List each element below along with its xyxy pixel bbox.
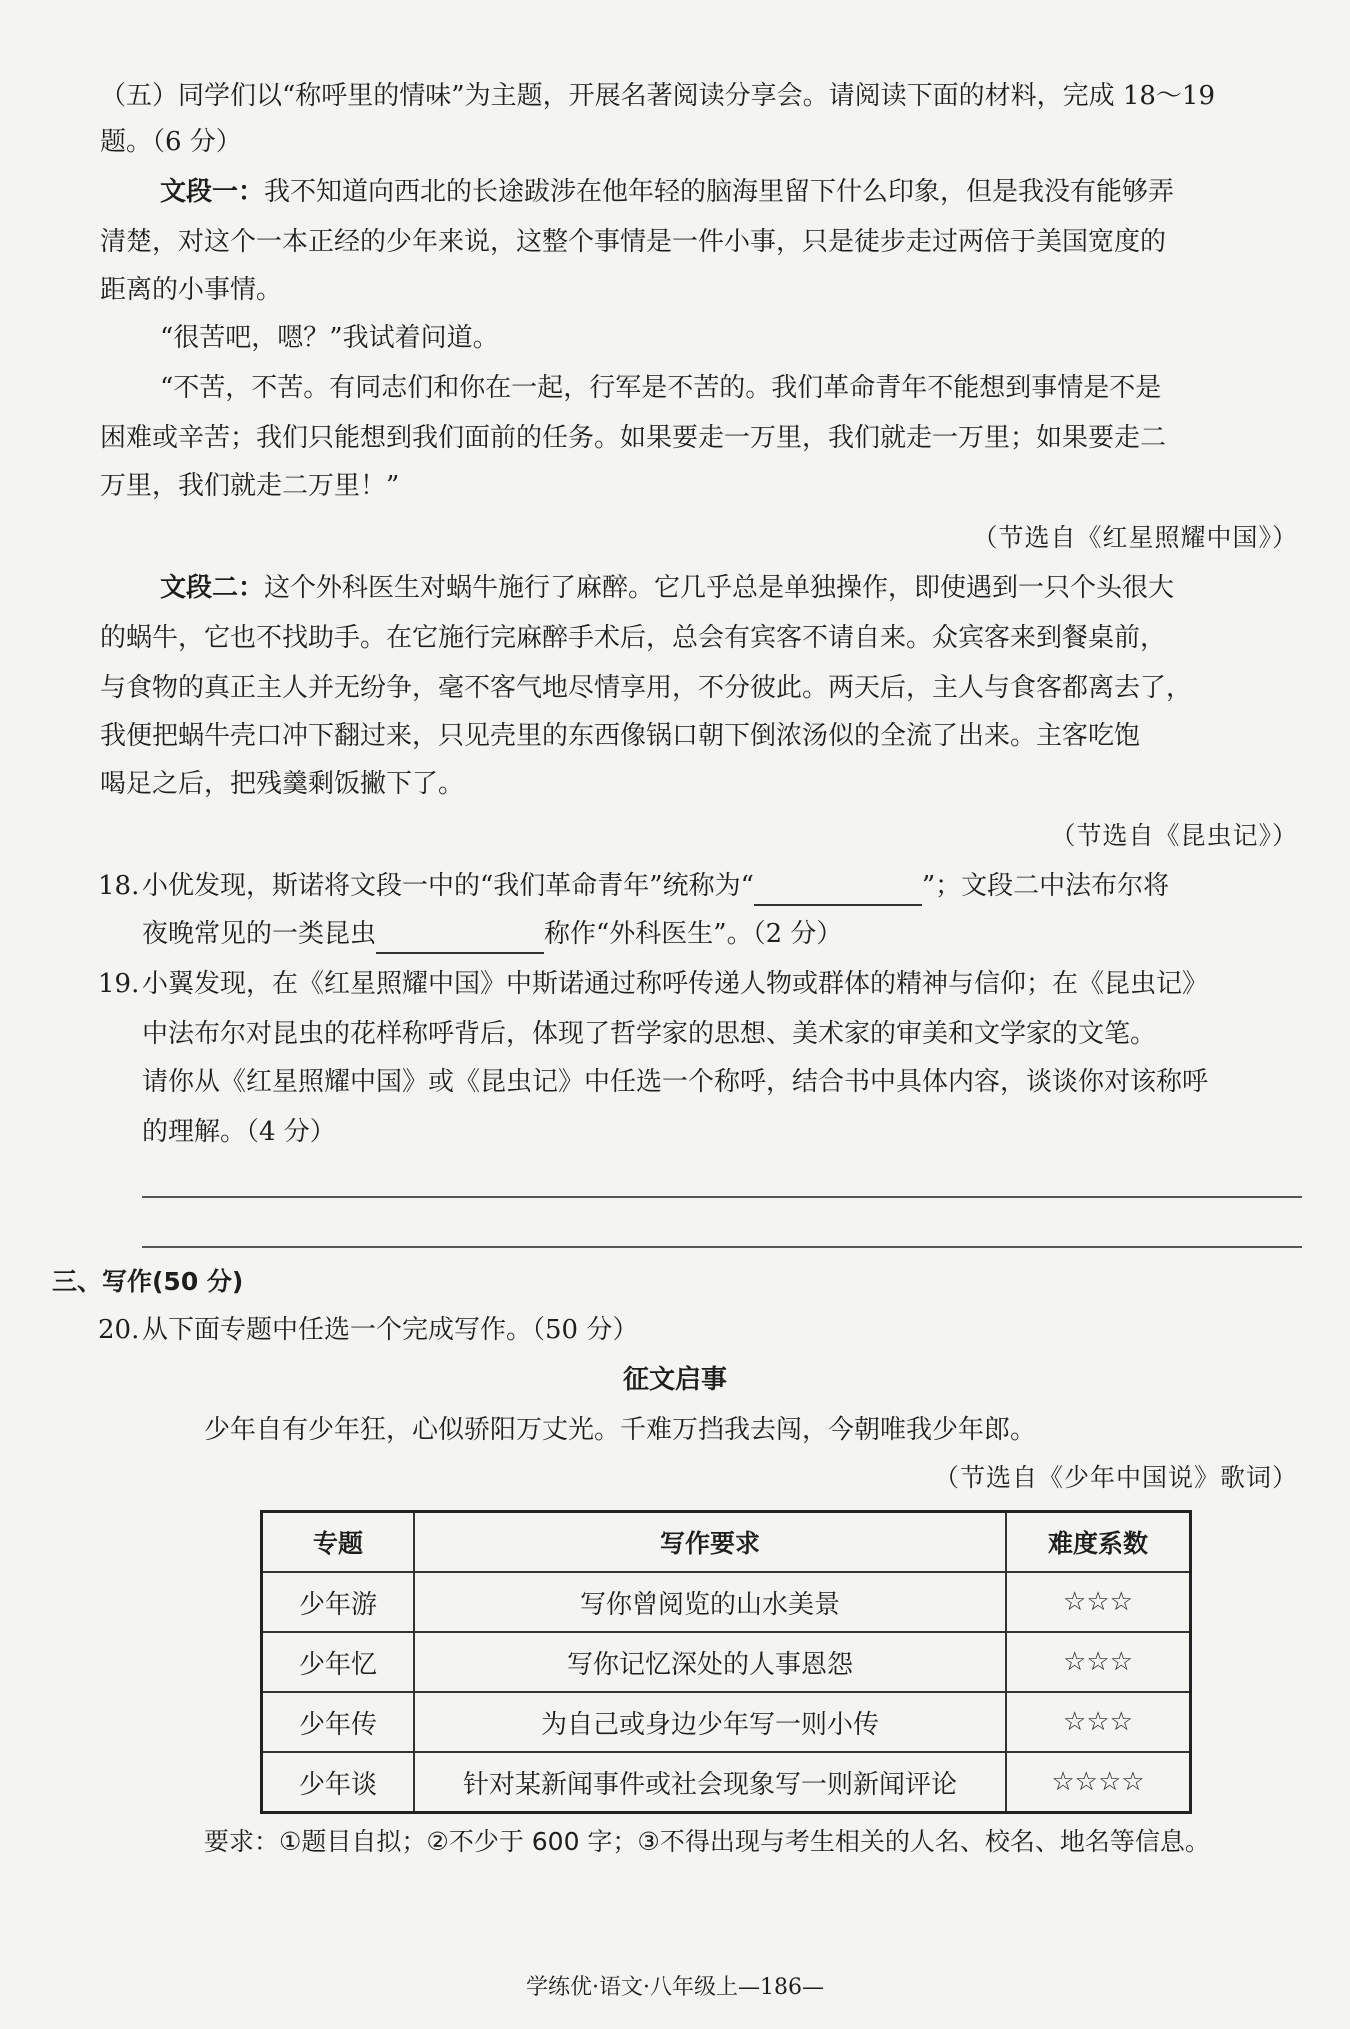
topic-table [260, 1510, 1192, 1814]
table-row [262, 1692, 1191, 1752]
topic-cell: 少年传 [262, 1692, 415, 1752]
passage2-line2: 的蜗牛，它也不找助手。在它施行完麻醉手术后，总会有宾客不请自来。众宾客来到餐桌前， [100, 623, 1167, 653]
answer-line-1[interactable] [142, 1196, 1302, 1198]
topic-cell: 少年游 [262, 1572, 415, 1632]
requirement-cell: 针对某新闻事件或社会现象写一则新闻评论 [414, 1752, 1006, 1813]
page-footer: 学练优·语文·八年级上—186— [526, 1975, 824, 2000]
q18-line1: 小优发现，斯诺将文段一中的“我们革命青年”统称为“ ”；文段二中法布尔将 [142, 866, 1169, 906]
passage2-line4: 我便把蜗牛壳口冲下翻过来，只见壳里的东西像锅口朝下倒浓汤似的全流了出来。主客吃饱 [100, 721, 1141, 751]
passage2-line5: 喝足之后，把残羹剩饭撇下了。 [100, 769, 465, 799]
header-difficulty: 难度系数 [1006, 1512, 1191, 1573]
q19-line3: 请你从《红星照耀中国》或《昆虫记》中任选一个称呼，结合书中具体内容，谈谈你对该称呼 [142, 1067, 1209, 1097]
section3-title: 三、写作(50 分) [52, 1267, 244, 1296]
passage1-label: 文段一： [160, 177, 265, 207]
difficulty-stars: ☆☆☆ [1006, 1632, 1191, 1692]
passage2-line3: 与食物的真正主人并无纷争，毫不客气地尽情享用，不分彼此。两天后，主人与食客都离去了， [100, 673, 1193, 703]
writing-requirements: 要求：①题目自拟；②不少于 600 字；③不得出现与考生相关的人名、校名、地名等信息。 [204, 1827, 1210, 1856]
passage1-line6: 困难或辛苦；我们只能想到我们面前的任务。如果要走一万里，我们就走一万里；如果要走二 [100, 423, 1167, 453]
table-row [262, 1752, 1191, 1813]
difficulty-stars: ☆☆☆☆ [1006, 1752, 1191, 1813]
requirement-cell: 为自己或身边少年写一则小传 [414, 1692, 1006, 1752]
q18-number: 18. [98, 871, 140, 901]
passage1-line7: 万里，我们就走二万里！” [100, 471, 400, 501]
passage1-line5: “不苦，不苦。有同志们和你在一起，行军是不苦的。我们革命青年不能想到事情是不是 [160, 373, 1162, 403]
notice-lyric: 少年自有少年狂，心似骄阳万丈光。千难万挡我去闯，今朝唯我少年郎。 [204, 1415, 1037, 1445]
passage1-line3: 距离的小事情。 [100, 275, 283, 305]
header-requirement: 写作要求 [414, 1512, 1006, 1573]
section5-intro-line1: （五）同学们以“称呼里的情味”为主题，开展名著阅读分享会。请阅读下面的材料，完成 18～19 [100, 81, 1216, 111]
passage1-source: （节选自《红星照耀中国》） [972, 523, 1298, 552]
passage1-line1: 文段一：我不知道向西北的长途跋涉在他年轻的脑海里留下什么印象，但是我没有能够弄 [160, 177, 1175, 207]
difficulty-stars: ☆☆☆ [1006, 1692, 1191, 1752]
answer-line-2[interactable] [142, 1246, 1302, 1248]
q20-number: 20. [98, 1315, 140, 1345]
notice-title: 征文启事 [622, 1365, 727, 1395]
passage2-line1: 文段二：这个外科医生对蜗牛施行了麻醉。它几乎总是单独操作，即使遇到一只个头很大 [160, 573, 1175, 603]
passage2-source: （节选自《昆虫记》） [1050, 821, 1298, 850]
table-row [262, 1572, 1191, 1632]
header-topic: 专题 [262, 1512, 415, 1573]
topic-table-header [262, 1512, 1191, 1573]
q18-blank-2[interactable] [376, 922, 544, 954]
requirement-cell: 写你曾阅览的山水美景 [414, 1572, 1006, 1632]
passage1-line2: 清楚，对这个一本正经的少年来说，这整个事情是一件小事，只是徒步走过两倍于美国宽度的 [100, 227, 1167, 257]
topic-cell: 少年忆 [262, 1632, 415, 1692]
table-row [262, 1632, 1191, 1692]
notice-source: （节选自《少年中国说》歌词） [933, 1463, 1298, 1492]
q19-number: 19. [98, 969, 140, 999]
q20-text: 从下面专题中任选一个完成写作。（50 分） [142, 1315, 639, 1345]
difficulty-stars: ☆☆☆ [1006, 1572, 1191, 1632]
requirement-cell: 写你记忆深处的人事恩怨 [414, 1632, 1006, 1692]
topic-cell: 少年谈 [262, 1752, 415, 1813]
section5-intro-line2: 题。（6 分） [100, 127, 242, 157]
passage2-label: 文段二： [160, 573, 265, 603]
q19-line2: 中法布尔对昆虫的花样称呼背后，体现了哲学家的思想、美术家的审美和文学家的文笔。 [142, 1019, 1157, 1049]
q19-line4: 的理解。（4 分） [142, 1117, 336, 1147]
q18-line2: 夜晚常见的一类昆虫 称作“外科医生”。（2 分） [142, 914, 842, 954]
q19-line1: 小翼发现，在《红星照耀中国》中斯诺通过称呼传递人物或群体的精神与信仰；在《昆虫记》 [142, 969, 1209, 999]
q18-blank-1[interactable] [754, 874, 922, 906]
passage1-line4: “很苦吧，嗯？”我试着问道。 [160, 323, 499, 353]
